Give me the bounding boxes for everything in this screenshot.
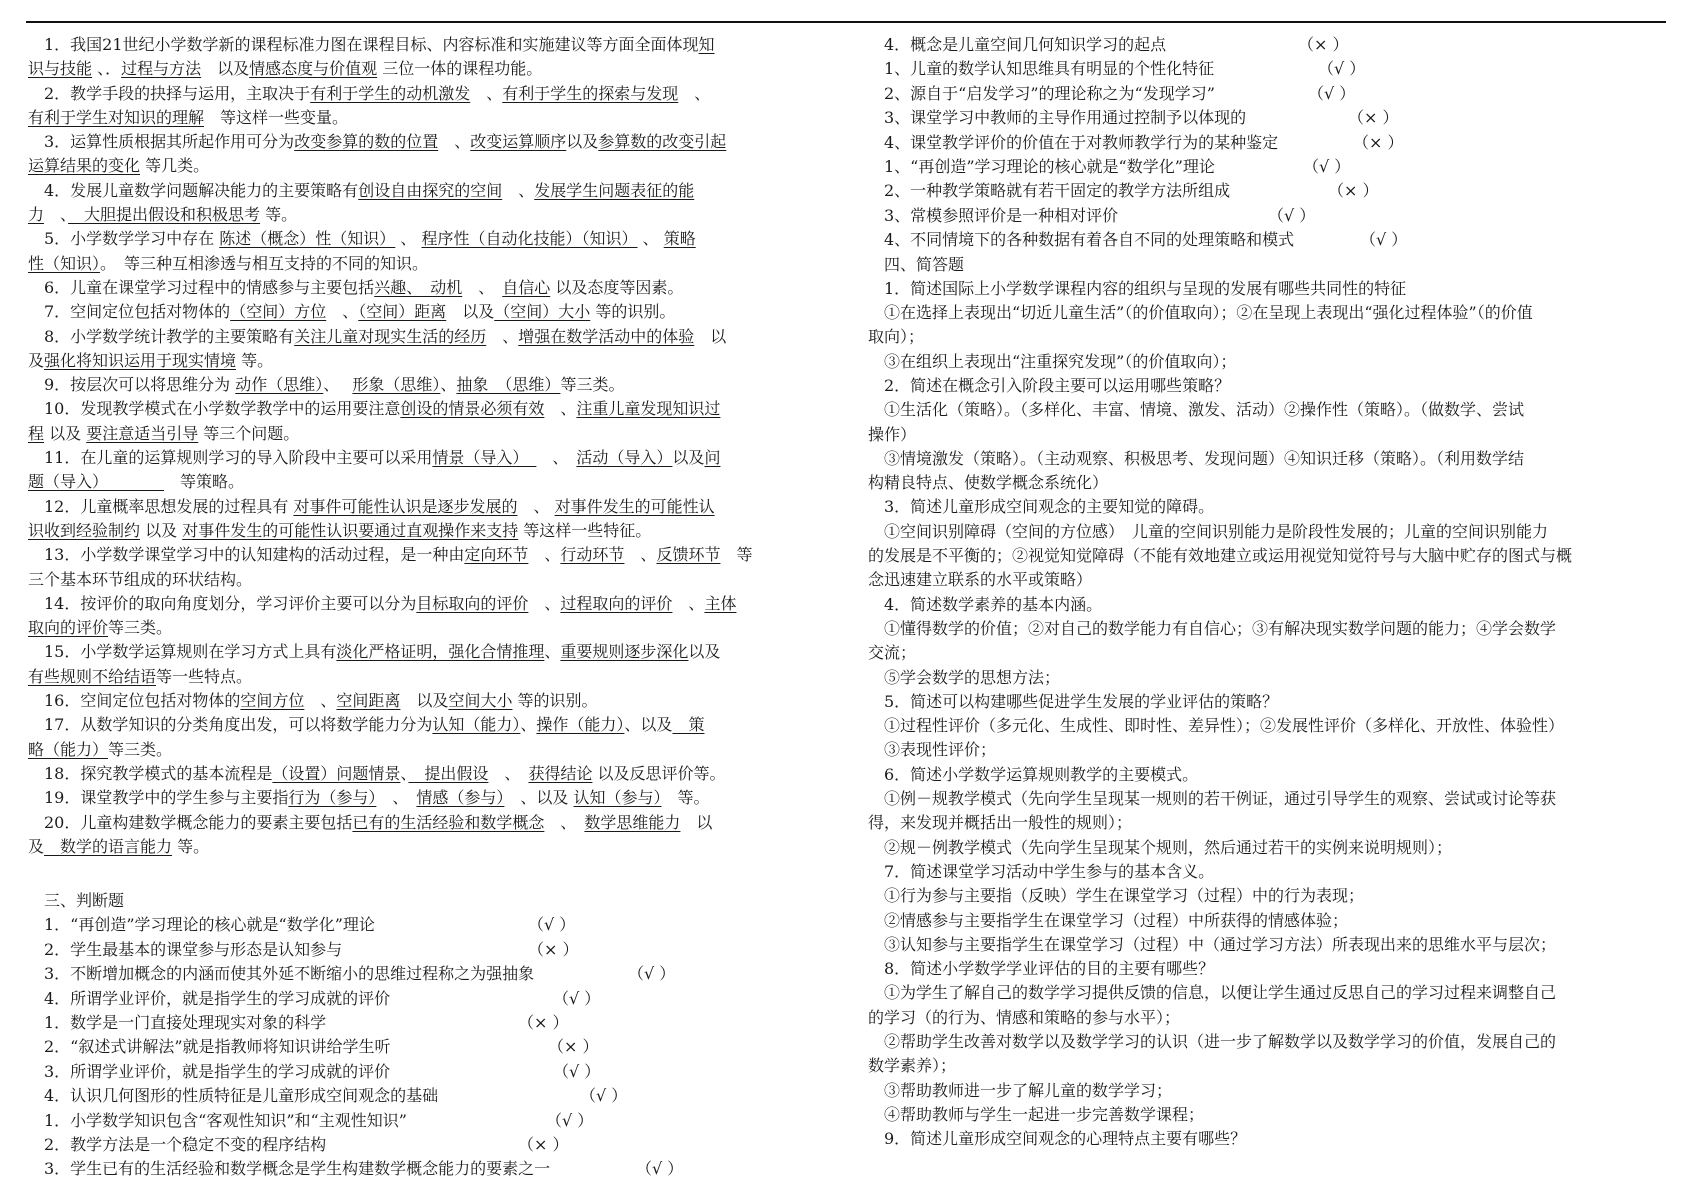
short-answer-line: ②情感参与主要指学生在课堂学习（过程）中所获得的情感体验； [868, 910, 1349, 930]
judgement-item [28, 1084, 828, 1108]
judgement-item [868, 179, 1668, 203]
answer-text: 运算结果的变化 [28, 156, 141, 176]
answer-text: 提出假设 [408, 763, 489, 783]
judgement-list [28, 913, 828, 1181]
short-answer-line: ①懂得数学的价值；②对自己的数学能力有自信心；③有解决现实数学问题的能力；④学会数学 [868, 618, 1557, 638]
answer-text: 已有的生活经验和数学概念 [352, 812, 545, 832]
answer-text: 主体 [704, 593, 737, 613]
answer-text: 认知（参与） [573, 788, 662, 808]
answer-text: 淡化严格证明，强化合情推理 [336, 642, 545, 662]
short-answer-line: ①例－规教学模式（先向学生呈现某一规则的若干例证，通过引导学生的观察、尝试或讨论等获 [868, 789, 1557, 809]
fill-blank-line: 程 以及 要注意适当引导 等三个问题。 [28, 423, 300, 443]
judgement-mark: （× ） [1298, 35, 1349, 54]
answer-text: 兴趣、 动机 [374, 277, 463, 297]
judgement-item [28, 987, 828, 1011]
answer-text: 性（知识） [28, 253, 101, 273]
fill-blank-line: 及 数学的语言能力 等。 [28, 836, 210, 856]
answer-text: 参算数的改变引起 [598, 132, 727, 152]
short-answer-line: ③在组织上表现出“注重探究发现”（的价值取向）； [868, 351, 1237, 371]
judgement-statement: 4、课堂教学评价的价值在于对教师教学行为的某种鉴定 [868, 132, 1279, 152]
short-answer-line: 构精良特点、使数学概念系统化） [868, 473, 1109, 493]
short-answer-line: 9．简述儿童形成空间观念的心理特点主要有哪些？ [868, 1129, 1247, 1149]
judgement-statement: 2、源自于“启发学习”的理论称之为“发现学习” [868, 83, 1215, 103]
short-answer-line: ②规－例教学模式（先向学生呈现某个规则，然后通过若干的实例来说明规则）； [868, 837, 1453, 857]
answer-text: 获得结论 [528, 763, 593, 783]
judgement-item [28, 962, 828, 986]
answer-text: 程 [28, 423, 45, 443]
answer-text: 空间大小 [448, 691, 513, 711]
fill-blank-line: 14．按评价的取向角度划分，学习评价主要可以分为目标取向的评价 、过程取向的评价 、主体 [28, 593, 737, 613]
judgement-item [28, 1157, 828, 1181]
short-answer-line: ②帮助学生改善对数学以及数学学习的认识（进一步了解数学以及数学学习的价值，发展自己的 [868, 1032, 1557, 1052]
judgement-statement: 1．小学数学知识包含“客观性知识”和“主观性知识” [28, 1110, 407, 1130]
answer-text: 知 [698, 35, 715, 54]
judgement-mark: （√ ） [628, 964, 676, 984]
answer-text: 取向的评价 [28, 618, 109, 638]
judgement-mark: （√ ） [1308, 83, 1356, 103]
fill-blank-line: 题（导入） 等策略。 [28, 472, 245, 492]
short-answer-line: 交流； [868, 643, 917, 663]
fill-blank-line: 5．小学数学学习中存在 陈述（概念）性（知识） 、 程序性（自动化技能）（知识） 、 策略 [28, 229, 696, 249]
answer-text: 有利于学生对知识的理解 [28, 107, 205, 127]
judgement-item [868, 57, 1668, 81]
fill-blank-line: 18．探究教学模式的基本流程是（设置）问题情景、 提出假设 、 获得结论 以及反思评价等。 [28, 763, 726, 783]
fill-blank-line: 9．按层次可以将思维分为 动作（思维）、 形象（思维）、抽象 （思维）等三类。 [28, 375, 625, 395]
left-column [28, 33, 828, 1182]
short-answer-line: ⑤学会数学的思想方法； [868, 667, 1061, 687]
judgement-mark: （× ） [518, 1134, 569, 1154]
answer-text: 操作（能力） [536, 715, 625, 735]
judgement-statement: 4、不同情境下的各种数据有着各自不同的处理策略和模式 [868, 230, 1295, 250]
fill-blank-line: 识与技能 、．过程与方法 以及情感态度与价值观 三位一体的课程功能。 [28, 59, 543, 79]
answer-text: 有些规则不给结语 [28, 666, 157, 686]
judgement-mark: （× ） [528, 939, 579, 959]
answer-text: 改变参算的数的位置 [294, 132, 439, 152]
answer-text: 形象（思维） [352, 375, 441, 395]
answer-text: （空间）方位 [230, 302, 327, 322]
fill-blank-line: 力 、 大胆提出假设和积极思考 等。 [28, 205, 298, 225]
top-rule [26, 21, 1666, 23]
short-answer-line: 念迅速建立联系的水平或策略） [868, 570, 1093, 590]
answer-text: 问 [704, 448, 721, 468]
short-answer-line: ①过程性评价（多元化、生成性、即时性、差异性）；②发展性评价（多样化、开放性、体验性） [868, 716, 1565, 736]
judgement-mark: （√ ） [636, 1159, 684, 1179]
short-answer-line: 3．简述儿童形成空间观念的主要知觉的障碍。 [868, 497, 1215, 517]
answer-text: 强化将知识运用于现实情境 [44, 350, 237, 370]
answer-text: 策 [672, 715, 705, 735]
judgement-statement: 4．认识几何图形的性质特征是儿童形成空间观念的基础 [28, 1086, 439, 1106]
short-answer-line: ③情境激发（策略）。（主动观察、积极思考、发现问题）④知识迁移（策略）。（利用数学结 [868, 448, 1525, 468]
short-answer-line: ④帮助教师与学生一起进一步完善数学课程； [868, 1104, 1205, 1124]
answer-text: 略（能力） [28, 739, 109, 759]
judgement-heading: 三、判断题 [28, 891, 125, 911]
answer-text: 重要规则逐步深化 [560, 642, 689, 662]
judgement-mark: （× ） [548, 1037, 599, 1057]
fill-blank-line: 16．空间定位包括对物体的空间方位 、空间距离 以及空间大小 等的识别。 [28, 691, 598, 711]
answer-text: 发展学生问题表征的能 [534, 180, 695, 200]
judgement-statement: 1．“再创造”学习理论的核心就是“数学化”理论 [28, 915, 375, 935]
short-answer-line: 的学习（的行为、情感和策略的参与水平）； [868, 1007, 1181, 1027]
answer-text: 对事件可能性认识是逐步发展的 [293, 496, 518, 516]
answer-text: 空间距离 [336, 691, 401, 711]
short-answer-line: ③帮助教师进一步了解儿童的数学学习； [868, 1080, 1173, 1100]
judgement-statement: 3、常模参照评价是一种相对评价 [868, 205, 1119, 225]
answer-text: 抽象 （思维） [456, 375, 561, 395]
fill-blank-line: 15．小学数学运算规则在学习方式上具有淡化严格证明，强化合情推理、重要规则逐步深化以及 [28, 642, 721, 662]
answer-text: 有利于学生的动机激发 [310, 83, 471, 103]
answer-text: 动作（思维） [235, 375, 324, 395]
judgement-item [28, 1060, 828, 1084]
fill-blank-line: 11．在儿童的运算规则学习的导入阶段中主要可以采用情景（导入） 、 活动（导入）以及问 [28, 448, 721, 468]
fill-blank-line: 2．教学手段的抉择与运用，主取决于有利于学生的动机激发 、有利于学生的探索与发现 、 [28, 83, 711, 103]
answer-text: （设置）问题情景 [272, 763, 401, 783]
short-answer-line: 得，来发现并概括出一般性的规则）； [868, 813, 1133, 833]
answer-text: 题（导入） [28, 472, 165, 492]
answer-text: 注重儿童发现知识过 [576, 399, 721, 419]
short-answer-line: 6．简述小学数学运算规则教学的主要模式。 [868, 764, 1199, 784]
judgement-item [868, 204, 1668, 228]
fill-blank-line: 19．课堂教学中的学生参与主要指行为（参与） 、 情感（参与） 、以及 认知（参与） 等。 [28, 788, 710, 808]
fill-blank-line: 运算结果的变化 等几类。 [28, 156, 210, 176]
judgement-item [868, 106, 1668, 130]
judgement-item [868, 33, 1668, 57]
judgement-statement: 2．教学方法是一个稳定不变的程序结构 [28, 1134, 327, 1154]
fill-blank-line: 有些规则不给结语等一些特点。 [28, 666, 253, 686]
answer-text: 有利于学生的探索与发现 [502, 83, 679, 103]
right-column [868, 33, 1668, 1152]
judgement-item [868, 82, 1668, 106]
judgement-mark: （√ ） [1318, 59, 1366, 79]
answer-text: 识收到经验制约 [28, 520, 141, 540]
short-answer-line: 8．简述小学数学学业评估的目的主要有哪些？ [868, 959, 1215, 979]
judgement-statement: 3．学生已有的生活经验和数学概念是学生构建数学概念能力的要素之一 [28, 1159, 551, 1179]
judgement-item [868, 228, 1668, 252]
answer-text: 情感态度与价值观 [249, 59, 378, 79]
judgement-mark: （× ） [518, 1012, 569, 1032]
answer-text: 空间方位 [240, 691, 305, 711]
answer-text: 过程取向的评价 [560, 593, 673, 613]
answer-text: 行为（参与） [288, 788, 377, 808]
judgement-mark: （√ ） [528, 915, 576, 935]
short-answer-line: 的发展是不平衡的；②视觉知觉障碍（不能有效地建立或运用视觉知觉符号与大脑中贮存的图式与概 [868, 546, 1573, 566]
answer-text: 对事件发生的可能性认识要通过直观操作来支持 [182, 520, 519, 540]
fill-blank-line: 识收到经验制约 以及 对事件发生的可能性认识要通过直观操作来支持 等这样一些特征。 [28, 520, 652, 540]
fill-blank-line: 有利于学生对知识的理解 等这样一些变量。 [28, 107, 349, 127]
answer-text: 力 [28, 205, 45, 225]
judgement-statement: 4．概念是儿童空间几何知识学习的起点 [868, 35, 1167, 54]
judgement-item [28, 1035, 828, 1059]
judgement-mark: （√ ） [580, 1086, 628, 1106]
short-answer-line: ①空间识别障碍（空间的方位感） 儿童的空间识别能力是阶段性发展的；儿童的空间识别能力 [868, 521, 1549, 541]
judgement-item [868, 131, 1668, 155]
answer-text: 过程与方法 [121, 59, 202, 79]
short-answer-line: 操作） [868, 424, 917, 444]
judgement-item [28, 1011, 828, 1035]
judgement-mark: （√ ） [1268, 205, 1316, 225]
answer-text: 创设自由探究的空间 [358, 180, 503, 200]
fill-blank-line: 1．我国21世纪小学数学新的课程标准力图在课程目标、内容标准和实施建议等方面全面体现知 [28, 35, 715, 54]
answer-text: 活动（导入） [576, 448, 673, 468]
answer-text: 情感（参与） [416, 788, 505, 808]
fill-blank-line: 12．儿童概率思想发展的过程具有 对事件可能性认识是逐步发展的 、 对事件发生的可能性认 [28, 496, 715, 516]
answer-text: 数学思维能力 [584, 812, 681, 832]
answer-text: 识与技能 [28, 59, 93, 79]
answer-text: 情景（导入） [432, 448, 537, 468]
judgement-mark: （× ） [1353, 132, 1404, 152]
answer-text: 关注儿童对现实生活的经历 [294, 326, 487, 346]
short-answer-section [868, 253, 1668, 1152]
answer-text: 要注意适当引导 [86, 423, 199, 443]
fill-blank-line: 取向的评价等三类。 [28, 618, 173, 638]
judgement-statement: 3、课堂学习中教师的主导作用通过控制予以体现的 [868, 108, 1247, 128]
fill-blank-line: 4．发展儿童数学问题解决能力的主要策略有创设自由探究的空间 、发展学生问题表征的能 [28, 180, 695, 200]
answer-text: （空间）大小 [494, 302, 591, 322]
answer-text: 增强在数学活动中的体验 [518, 326, 695, 346]
judgement-statement: 3．不断增加概念的内涵而使其外延不断缩小的思维过程称之为强抽象 [28, 964, 535, 984]
fill-blank-line: 10．发现教学模式在小学数学教学中的运用要注意创设的情景必须有效 、注重儿童发现知识过 [28, 399, 721, 419]
judgement-mark: （× ） [1348, 108, 1399, 128]
judgement-mark: （√ ） [1360, 230, 1408, 250]
answer-text: 自信心 [502, 277, 551, 297]
fill-blank-line: 略（能力）等三类。 [28, 739, 173, 759]
judgement-item [28, 938, 828, 962]
short-answer-line: ①生活化（策略）。（多样化、丰富、情境、激发、活动）②操作性（策略）。（做数学、尝试 [868, 400, 1525, 420]
short-answer-line: 数学素养）； [868, 1056, 957, 1076]
fill-blank-line: 7．空间定位包括对物体的（空间）方位 、（空间）距离 以及（空间）大小 等的识别。 [28, 302, 676, 322]
judgement-statement: 3．所谓学业评价，就是指学生的学习成就的评价 [28, 1061, 391, 1081]
short-answer-line: 取向）； [868, 327, 925, 347]
judgement-statement: 1、儿童的数学认知思维具有明显的个性化特征 [868, 59, 1215, 79]
fill-blank-line: 8．小学数学统计教学的主要策略有关注儿童对现实生活的经历 、增强在数学活动中的体验 以 [28, 326, 727, 346]
answer-text: 定向环节 [464, 545, 529, 565]
judgement-mark: （× ） [1328, 181, 1379, 201]
answer-text: 目标取向的评价 [416, 593, 529, 613]
judgement-statement: 1．数学是一门直接处理现实对象的科学 [28, 1012, 327, 1032]
answer-text: 对事件发生的可能性认 [554, 496, 715, 516]
judgement-item [868, 155, 1668, 179]
answer-text: 行动环节 [560, 545, 625, 565]
judgement-mark: （√ ） [553, 988, 601, 1008]
short-answer-line: 2．简述在概念引入阶段主要可以运用哪些策略？ [868, 376, 1231, 395]
answer-text: 陈述（概念）性（知识） [219, 229, 396, 249]
judgement-item [28, 1133, 828, 1157]
answer-text: 认知（能力） [432, 715, 521, 735]
short-answer-line: ①在选择上表现出“切近儿童生活”（的价值取向）；②在呈现上表现出“强化过程体验”（的价值 [868, 303, 1533, 323]
answer-text: 程序性（自动化技能）（知识） [421, 229, 638, 249]
fill-blank-line: 及强化将知识运用于现实情境 等。 [28, 350, 274, 370]
judgement-mark: （√ ） [546, 1110, 594, 1130]
judgement-statement: 2、一种教学策略就有若干固定的教学方法所组成 [868, 181, 1231, 201]
answer-text: 数学的语言能力 [44, 836, 173, 856]
short-answer-line: 5．简述可以构建哪些促进学生发展的学业评估的策略？ [868, 691, 1279, 711]
fill-blank-line: 3．运算性质根据其所起作用可分为改变参算的数的位置 、改变运算顺序以及参算数的改变引起 [28, 132, 727, 152]
judgement-statement: 1、“再创造”学习理论的核心就是“数学化”理论 [868, 156, 1215, 176]
answer-text: （空间）距离 [358, 302, 447, 322]
short-answer-line: ①行为参与主要指（反映）学生在课堂学习（过程）中的行为表现； [868, 886, 1365, 906]
fill-blank-line: 13．小学数学课堂学习中的认知建构的活动过程，是一种由定向环节 、行动环节 、反馈环节 等 [28, 545, 753, 565]
fill-blank-line: 20．儿童构建数学概念能力的要素主要包括已有的生活经验和数学概念 、 数学思维能力 以 [28, 812, 713, 832]
judgement-mark: （√ ） [1303, 156, 1351, 176]
fill-in-blank-section [28, 33, 828, 859]
short-answer-line: 四、简答题 [868, 254, 965, 274]
answer-text: 改变运算顺序 [470, 132, 567, 152]
short-answer-line: 7．简述课堂学习活动中学生参与的基本含义。 [868, 861, 1215, 881]
answer-text: 创设的情景必须有效 [400, 399, 545, 419]
judgement-statement: 2．学生最基本的课堂参与形态是认知参与 [28, 939, 343, 959]
judgement-statement: 2．“叙述式讲解法”就是指教师将知识讲给学生听 [28, 1037, 391, 1057]
fill-blank-line: 性（知识）。 等三种互相渗透与相互支持的不同的知识。 [28, 253, 429, 273]
judgement-item [28, 913, 828, 937]
fill-blank-line: 三个基本环节组成的环状结构。 [28, 569, 253, 589]
answer-text: 策略 [663, 229, 696, 249]
answer-text: 反馈环节 [656, 545, 721, 565]
judgement-mark: （√ ） [553, 1061, 601, 1081]
judgement-statement: 4．所谓学业评价，就是指学生的学习成就的评价 [28, 988, 391, 1008]
judgement-list-continued [868, 33, 1668, 253]
judgement-item [28, 1109, 828, 1133]
short-answer-line: 4．简述数学素养的基本内涵。 [868, 594, 1103, 614]
short-answer-line: ③表现性评价； [868, 740, 997, 760]
fill-blank-line: 6．儿童在课堂学习过程中的情感参与主要包括兴趣、 动机 、 自信心 以及态度等因素。 [28, 277, 684, 297]
fill-blank-line: 17．从数学知识的分类角度出发，可以将数学能力分为认知（能力）、操作（能力）、以及 策 [28, 715, 705, 735]
answer-text: 大胆提出假设和积极思考 [68, 205, 261, 225]
short-answer-line: ③认知参与主要指学生在课堂学习（过程）中（通过学习方法）所表现出来的思维水平与层次； [868, 934, 1557, 954]
short-answer-line: 1．简述国际上小学数学课程内容的组织与呈现的发展有哪些共同性的特征 [868, 278, 1407, 298]
short-answer-line: ①为学生了解自己的数学学习提供反馈的信息，以便让学生通过反思自己的学习过程来调整自己 [868, 983, 1557, 1003]
